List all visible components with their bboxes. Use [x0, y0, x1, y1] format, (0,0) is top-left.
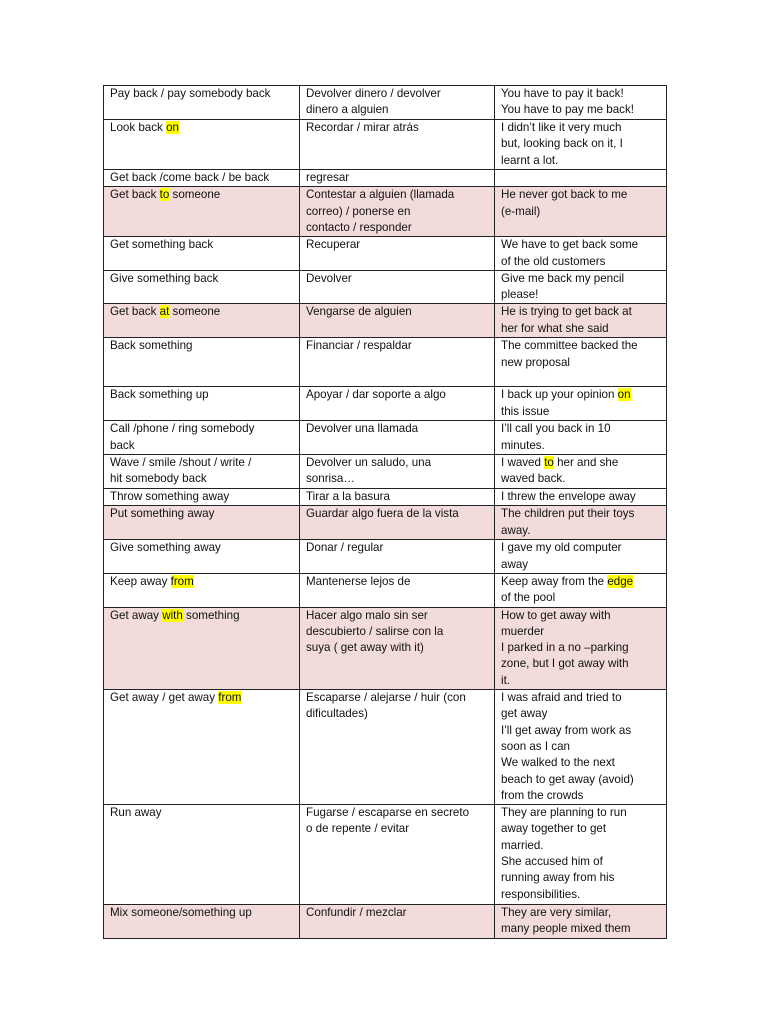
phrasal-verb-cell	[104, 187, 300, 237]
phrasal-verbs-table	[103, 85, 667, 939]
table-row	[104, 86, 667, 120]
text-segment: of the old customers	[501, 254, 606, 268]
spanish-meaning-cell	[300, 338, 495, 387]
example-sentence-cell	[495, 607, 667, 689]
cell-text-line	[110, 271, 294, 287]
cell-text-line	[501, 608, 661, 624]
text-segment: Donar / regular	[306, 541, 384, 555]
example-sentence-cell	[495, 237, 667, 271]
example-sentence-cell	[495, 338, 667, 387]
cell-text-line	[501, 304, 661, 320]
highlighted-preposition: on	[617, 388, 631, 402]
cell-text-line	[306, 304, 489, 320]
cell-text-line	[110, 170, 294, 186]
text-segment: dificultades)	[306, 707, 368, 721]
phrasal-verb-cell	[104, 690, 300, 805]
spanish-meaning-cell	[300, 905, 495, 939]
text-segment: I gave my old computer	[501, 541, 622, 555]
cell-text-line	[501, 120, 661, 136]
cell-text-line	[306, 421, 489, 437]
cell-text-line	[306, 706, 489, 722]
highlighted-preposition: from	[170, 574, 194, 588]
text-segment: Get away / get away	[110, 691, 219, 705]
spanish-meaning-cell	[300, 489, 495, 506]
text-segment: zone, but I got away with	[501, 657, 629, 671]
table-row	[104, 187, 667, 237]
example-sentence-cell	[495, 421, 667, 455]
cell-text-line	[501, 187, 661, 203]
text-segment: Get something back	[110, 238, 214, 252]
phrasal-verb-cell	[104, 170, 300, 187]
phrasal-verb-cell	[104, 304, 300, 338]
cell-text-line	[501, 338, 661, 354]
text-segment: Financiar / respaldar	[306, 339, 412, 353]
spanish-meaning-cell	[300, 540, 495, 574]
cell-text-line	[306, 471, 489, 487]
cell-text-line	[501, 136, 661, 152]
text-segment: I waved	[501, 456, 545, 470]
cell-text-line	[501, 287, 661, 303]
spanish-meaning-cell	[300, 690, 495, 805]
example-sentence-cell	[495, 187, 667, 237]
cell-text-line	[501, 921, 661, 937]
highlighted-preposition: to	[159, 188, 170, 202]
cell-text-line	[501, 673, 661, 689]
text-segment: muerder	[501, 624, 545, 638]
cell-text-line	[110, 438, 294, 454]
highlighted-preposition: at	[159, 305, 170, 319]
text-segment: correo) / ponerse en	[306, 204, 411, 218]
text-segment: Vengarse de alguien	[306, 305, 412, 319]
phrasal-verb-cell	[104, 489, 300, 506]
cell-text-line	[110, 237, 294, 253]
text-segment: I’ll get away from work as	[501, 723, 632, 737]
cell-text-line	[306, 690, 489, 706]
text-segment: Back something	[110, 339, 193, 353]
example-sentence-cell	[495, 304, 667, 338]
cell-text-line	[110, 506, 294, 522]
text-segment: Recordar / mirar atrás	[306, 121, 419, 134]
cell-text-line	[501, 523, 661, 539]
text-segment: back	[110, 438, 135, 452]
text-segment: Give something back	[110, 271, 219, 285]
spanish-meaning-cell	[300, 506, 495, 540]
text-segment: dinero a alguien	[306, 103, 389, 117]
cell-text-line	[501, 438, 661, 454]
table-row	[104, 489, 667, 506]
spanish-meaning-cell	[300, 573, 495, 607]
text-segment: You have to pay me back!	[501, 103, 634, 117]
text-segment: from the crowds	[501, 788, 584, 802]
phrasal-verb-cell	[104, 607, 300, 689]
example-sentence-cell	[495, 86, 667, 120]
text-segment: minutes.	[501, 438, 545, 452]
text-segment: We have to get back some	[501, 238, 639, 252]
table-row	[104, 540, 667, 574]
text-segment: married.	[501, 838, 544, 852]
text-segment: Get away	[110, 608, 163, 622]
example-sentence-cell	[495, 387, 667, 421]
text-segment: I didn’t like it very much	[501, 121, 622, 134]
cell-text-line	[306, 624, 489, 640]
text-segment: Tirar a la basura	[306, 490, 390, 504]
cell-text-line	[501, 656, 661, 672]
cell-text-line	[110, 574, 294, 590]
cell-text-line	[306, 204, 489, 220]
table-row	[104, 607, 667, 689]
cell-text-line	[501, 870, 661, 886]
cell-text-line	[501, 624, 661, 640]
cell-text-line	[501, 838, 661, 854]
cell-text-line	[501, 237, 661, 253]
example-sentence-cell	[495, 120, 667, 170]
example-sentence-cell	[495, 905, 667, 939]
cell-text-line	[501, 739, 661, 755]
text-segment: Throw something away	[110, 490, 230, 504]
text-segment: Call /phone / ring somebody	[110, 422, 255, 436]
spanish-meaning-cell	[300, 270, 495, 304]
spanish-meaning-cell	[300, 187, 495, 237]
phrasal-verb-cell	[104, 905, 300, 939]
text-segment: Devolver un saludo, una	[306, 456, 432, 470]
phrasal-verb-cell	[104, 270, 300, 304]
cell-text-line	[306, 187, 489, 203]
text-segment: this issue	[501, 404, 550, 418]
text-segment: They are very similar,	[501, 906, 612, 920]
cell-text-line	[501, 887, 661, 903]
phrasal-verb-cell	[104, 540, 300, 574]
cell-text-line	[501, 455, 661, 471]
text-segment: Give something away	[110, 541, 221, 555]
cell-text-line	[110, 387, 294, 403]
spanish-meaning-cell	[300, 387, 495, 421]
text-segment: someone	[169, 305, 221, 319]
spanish-meaning-cell	[300, 304, 495, 338]
text-segment: beach to get away (avoid)	[501, 772, 634, 786]
text-segment: I was afraid and tried to	[501, 691, 622, 705]
cell-text-line	[306, 102, 489, 118]
text-segment: waved back.	[501, 472, 566, 486]
table-row	[104, 237, 667, 271]
cell-text-line	[110, 471, 294, 487]
text-segment: You have to pay it back!	[501, 87, 624, 100]
text-segment: something	[182, 608, 240, 622]
cell-text-line	[306, 489, 489, 505]
example-sentence-cell	[495, 690, 667, 805]
cell-text-line	[306, 821, 489, 837]
phrasal-verb-cell	[104, 387, 300, 421]
example-sentence-cell	[495, 506, 667, 540]
text-segment: Run away	[110, 806, 162, 820]
highlighted-preposition: with	[162, 608, 183, 622]
text-segment: sonrisa…	[306, 472, 355, 486]
cell-text-line	[110, 608, 294, 624]
text-segment: learnt a lot.	[501, 153, 559, 167]
table-row	[104, 421, 667, 455]
text-segment: He is trying to get back at	[501, 305, 632, 319]
text-segment: Mantenerse lejos de	[306, 574, 411, 588]
cell-text-line	[501, 355, 661, 371]
cell-text-line	[501, 590, 661, 606]
text-segment: away.	[501, 523, 531, 537]
text-segment: He never got back to me	[501, 188, 628, 202]
cell-text-line	[501, 387, 661, 403]
text-segment: We walked to the next	[501, 756, 615, 770]
spanish-meaning-cell	[300, 607, 495, 689]
spanish-meaning-cell	[300, 455, 495, 489]
phrasal-verb-cell	[104, 421, 300, 455]
text-segment: Devolver dinero / devolver	[306, 87, 441, 100]
cell-text-line	[501, 905, 661, 921]
text-segment: descubierto / salirse con la	[306, 624, 444, 638]
phrasal-verb-cell	[104, 338, 300, 387]
cell-text-line	[306, 506, 489, 522]
cell-text-line	[306, 387, 489, 403]
text-segment: Fugarse / escaparse en secreto	[306, 806, 470, 820]
table-row	[104, 690, 667, 805]
table-row	[104, 270, 667, 304]
text-segment: of the pool	[501, 591, 556, 605]
table-row	[104, 170, 667, 187]
cell-text-line	[501, 254, 661, 270]
cell-text-line	[110, 455, 294, 471]
text-segment: away	[501, 557, 529, 571]
cell-text-line	[501, 404, 661, 420]
text-segment: (e-mail)	[501, 204, 541, 218]
cell-text-line	[306, 271, 489, 287]
cell-text-line	[110, 540, 294, 556]
cell-text-line	[501, 86, 661, 102]
text-segment: Apoyar / dar soporte a algo	[306, 388, 446, 402]
cell-text-line	[501, 421, 661, 437]
text-segment: Give me back my pencil	[501, 271, 625, 285]
text-segment: Keep away	[110, 574, 171, 588]
cell-text-line	[501, 690, 661, 706]
cell-text-line	[110, 338, 294, 354]
text-segment: Recuperar	[306, 238, 361, 252]
cell-text-line	[501, 506, 661, 522]
cell-text-line	[501, 153, 661, 169]
text-segment: She accused him of	[501, 855, 603, 869]
text-segment: it.	[501, 673, 511, 687]
example-sentence-cell	[495, 805, 667, 905]
cell-text-line	[501, 574, 661, 590]
text-segment: Keep away from the	[501, 574, 608, 588]
phrasal-verb-cell	[104, 805, 300, 905]
text-segment: her and she	[553, 456, 619, 470]
text-segment: The committee backed the	[501, 339, 638, 353]
text-segment: new proposal	[501, 355, 570, 369]
cell-text-line	[110, 489, 294, 505]
text-segment: Devolver una llamada	[306, 422, 419, 436]
text-segment: her for what she said	[501, 321, 609, 335]
cell-text-line	[110, 120, 294, 136]
spanish-meaning-cell	[300, 86, 495, 120]
table-row	[104, 506, 667, 540]
phrasal-verb-cell	[104, 573, 300, 607]
phrasal-verb-cell	[104, 120, 300, 170]
text-segment: They are planning to run	[501, 806, 627, 820]
cell-text-line	[306, 640, 489, 656]
phrasal-verb-cell	[104, 506, 300, 540]
cell-text-line	[501, 271, 661, 287]
text-segment: I back up your opinion	[501, 388, 618, 402]
text-segment: Pay back / pay somebody back	[110, 87, 271, 100]
cell-text-line	[306, 338, 489, 354]
cell-text-line	[501, 788, 661, 804]
example-sentence-cell	[495, 573, 667, 607]
cell-text-line	[501, 640, 661, 656]
text-segment: hit somebody back	[110, 472, 207, 486]
cell-text-line	[501, 540, 661, 556]
cell-text-line	[501, 755, 661, 771]
cell-text-line	[306, 608, 489, 624]
cell-text-line	[501, 471, 661, 487]
cell-text-line	[110, 690, 294, 706]
highlighted-preposition: from	[218, 691, 242, 705]
phrasal-verb-cell	[104, 455, 300, 489]
highlighted-preposition: edge	[607, 574, 634, 588]
cell-text-line	[501, 821, 661, 837]
text-segment: Hacer algo malo sin ser	[306, 608, 428, 622]
text-segment: away together to get	[501, 822, 607, 836]
text-segment: responsibilities.	[501, 887, 581, 901]
text-segment: The children put their toys	[501, 507, 635, 521]
cell-text-line	[501, 489, 661, 505]
highlighted-preposition: on	[166, 121, 179, 134]
text-segment: please!	[501, 288, 539, 302]
cell-text-line	[306, 540, 489, 556]
table-row	[104, 120, 667, 170]
text-segment: I’ll call you back in 10	[501, 422, 611, 436]
cell-text-line	[110, 187, 294, 203]
table-row	[104, 805, 667, 905]
cell-text-line	[501, 723, 661, 739]
text-segment: Devolver	[306, 271, 352, 285]
text-segment: Mix someone/something up	[110, 906, 252, 920]
cell-text-line	[110, 304, 294, 320]
text-segment: Escaparse / alejarse / huir (con	[306, 691, 466, 705]
cell-text-line	[306, 170, 489, 186]
cell-text-line	[110, 86, 294, 102]
text-segment: soon as I can	[501, 739, 570, 753]
cell-text-line	[501, 102, 661, 118]
cell-text-line	[306, 237, 489, 253]
table-body	[104, 86, 667, 939]
text-segment: running away from his	[501, 871, 615, 885]
cell-text-line	[501, 321, 661, 337]
spanish-meaning-cell	[300, 237, 495, 271]
table-row	[104, 573, 667, 607]
cell-text-line	[306, 86, 489, 102]
text-segment: Back something up	[110, 388, 209, 402]
text-segment: Wave / smile /shout / write /	[110, 456, 252, 470]
spanish-meaning-cell	[300, 170, 495, 187]
highlighted-preposition: to	[544, 456, 554, 470]
example-sentence-cell	[495, 270, 667, 304]
cell-text-line	[306, 805, 489, 821]
table-row	[104, 387, 667, 421]
text-segment: Get back /come back / be back	[110, 171, 270, 184]
cell-text-line	[110, 805, 294, 821]
cell-text-line	[110, 421, 294, 437]
cell-text-line	[501, 706, 661, 722]
text-segment: I parked in a no –parking	[501, 641, 629, 655]
cell-text-line	[501, 854, 661, 870]
cell-text-line	[306, 574, 489, 590]
cell-text-line	[110, 905, 294, 921]
table-row	[104, 905, 667, 939]
example-sentence-cell	[495, 170, 667, 187]
text-segment: Confundir / mezclar	[306, 906, 407, 920]
table-row	[104, 338, 667, 387]
text-segment: Contestar a alguien (llamada	[306, 188, 455, 202]
text-segment: Guardar algo fuera de la vista	[306, 507, 459, 521]
cell-text-line	[501, 557, 661, 573]
table-row	[104, 304, 667, 338]
cell-text-line	[306, 455, 489, 471]
text-segment: Get back	[110, 188, 160, 202]
text-segment: many people mixed them	[501, 922, 631, 936]
text-segment: Put something away	[110, 507, 215, 521]
cell-text-line	[306, 120, 489, 136]
phrasal-verb-cell	[104, 237, 300, 271]
phrasal-verb-cell	[104, 86, 300, 120]
spanish-meaning-cell	[300, 120, 495, 170]
spanish-meaning-cell	[300, 421, 495, 455]
example-sentence-cell	[495, 455, 667, 489]
example-sentence-cell	[495, 540, 667, 574]
cell-text-line	[501, 772, 661, 788]
text-segment: regresar	[306, 171, 350, 184]
text-segment: How to get away with	[501, 608, 611, 622]
text-segment: get away	[501, 707, 548, 721]
cell-text-line	[306, 220, 489, 236]
text-segment: contacto / responder	[306, 220, 412, 234]
text-segment: I threw the envelope away	[501, 490, 636, 504]
text-segment: suya ( get away with it)	[306, 641, 424, 655]
text-segment: but, looking back on it, I	[501, 137, 623, 151]
table-row	[104, 455, 667, 489]
cell-text-line	[306, 905, 489, 921]
cell-text-line	[501, 204, 661, 220]
example-sentence-cell	[495, 489, 667, 506]
text-segment: Get back	[110, 305, 160, 319]
text-segment: o de repente / evitar	[306, 822, 410, 836]
text-segment: Look back	[110, 121, 167, 134]
text-segment: someone	[169, 188, 221, 202]
cell-text-line	[501, 805, 661, 821]
spanish-meaning-cell	[300, 805, 495, 905]
